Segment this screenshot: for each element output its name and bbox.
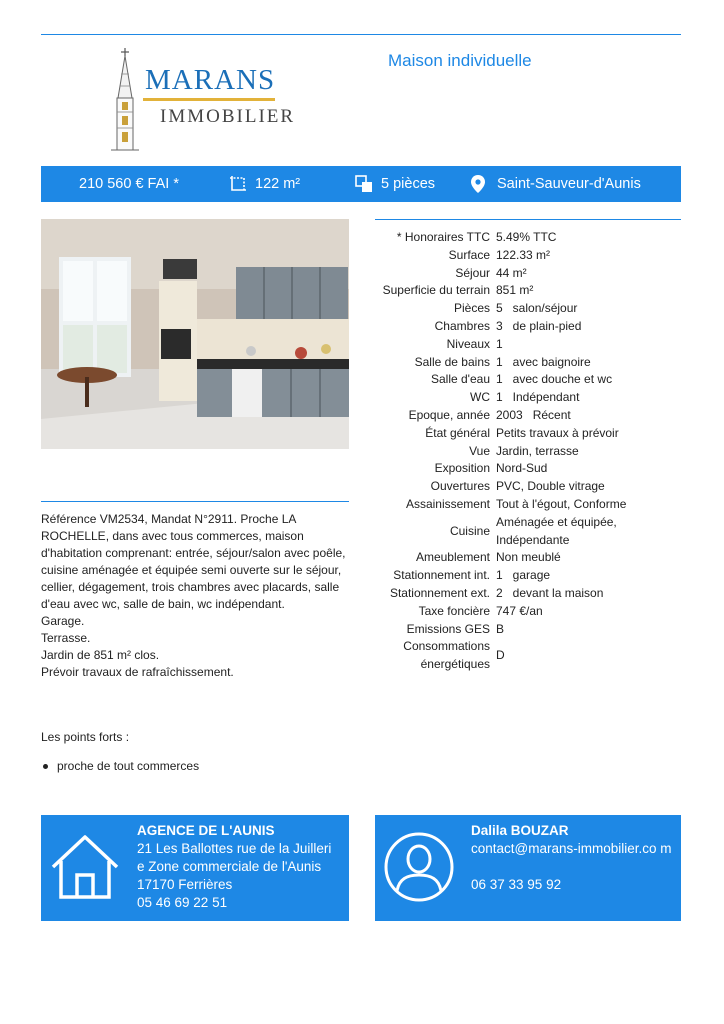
top-divider — [41, 34, 681, 35]
strong-point-item: proche de tout commerces — [41, 759, 199, 773]
property-type-title: Maison individuelle — [388, 51, 532, 70]
spec-row — [375, 300, 681, 318]
spec-value: 44 m² — [496, 265, 527, 280]
spec-value: B — [496, 621, 505, 636]
spec-row — [375, 478, 681, 496]
agency-name: AGENCE DE L'AUNIS — [137, 823, 275, 838]
spec-row — [375, 567, 681, 585]
spec-label: Niveaux — [446, 336, 490, 351]
spec-label: Consommations énergétiques — [403, 639, 490, 672]
spec-row — [375, 425, 681, 443]
spec-label: Salle de bains — [414, 354, 490, 369]
specs-divider — [375, 219, 681, 220]
spec-value: Tout à l'égout, Conforme — [496, 496, 627, 511]
agency-logo — [105, 46, 296, 156]
spec-label: WC — [470, 390, 490, 405]
spec-row — [375, 603, 681, 621]
description-divider — [41, 501, 349, 502]
specs-table — [375, 229, 681, 674]
rooms-text: 5 pièces — [381, 176, 436, 192]
spec-row — [375, 549, 681, 567]
spec-label: * Honoraires TTC — [396, 230, 490, 244]
spec-label: Epoque, année — [408, 407, 490, 422]
spec-label: Cuisine — [449, 523, 490, 538]
spec-label: Vue — [469, 443, 490, 458]
rooms-icon — [355, 175, 373, 193]
spec-row — [375, 229, 681, 247]
spec-row — [375, 585, 681, 603]
spec-value: 1 — [496, 336, 503, 351]
strong-points-title: Les points forts : — [41, 730, 130, 744]
spec-row — [375, 318, 681, 336]
spec-value: Non meublé — [496, 550, 561, 565]
spec-value: PVC, Double vitrage — [496, 479, 605, 494]
spec-label: État général — [425, 425, 490, 440]
spec-value: D — [496, 648, 505, 663]
map-pin-icon — [471, 175, 485, 193]
city-text: Saint-Sauveur-d'Aunis — [497, 176, 641, 192]
agency-city: 17170 Ferrières — [137, 877, 233, 892]
agency-phone[interactable]: 05 46 69 22 51 — [137, 895, 228, 910]
spec-value: 5 salon/séjour — [496, 301, 578, 316]
spec-label: Exposition — [434, 461, 490, 476]
price-text: 210 560 € FAI * — [79, 176, 179, 192]
agent-spacer — [471, 858, 676, 876]
spec-value: 5.49% TTC — [496, 230, 557, 244]
summary-bar — [41, 166, 681, 202]
rooms — [355, 166, 435, 202]
spec-row — [375, 336, 681, 354]
spec-value: 2 devant la maison — [496, 585, 604, 600]
spec-row — [375, 496, 681, 514]
spec-label: Stationnement ext. — [389, 585, 490, 600]
spec-label: Assainissement — [405, 496, 490, 511]
spec-row — [375, 371, 681, 389]
spec-label: Taxe foncière — [418, 603, 490, 618]
spec-row — [375, 407, 681, 425]
strong-points-list — [41, 759, 199, 773]
spec-row — [375, 247, 681, 265]
user-avatar-icon — [383, 831, 455, 908]
spec-row — [375, 638, 681, 674]
spec-value: 122.33 m² — [496, 247, 551, 262]
spec-row — [375, 282, 681, 300]
spec-label: Superficie du terrain — [382, 283, 490, 298]
spec-value: 1 garage — [496, 568, 551, 583]
spec-row — [375, 621, 681, 639]
logo-brand-sub: IMMOBILIER — [160, 106, 296, 127]
property-photo — [41, 219, 349, 449]
agent-phone[interactable]: 06 37 33 95 92 — [471, 877, 562, 892]
spec-label: Ouvertures — [430, 479, 490, 494]
spec-label: Ameublement — [415, 550, 490, 565]
spec-value: 1 avec baignoire — [496, 354, 591, 369]
church-tower-icon — [105, 46, 145, 156]
description-line: Référence VM2534, Mandat N°2911. Proche LA ROCHELLE, dans avec tous commerces, maison d'habitation comprenant: entrée, séjour/salon avec poêle, cuisine aménagée et équipée semi ouverte sur le séjour, cellier, dégagement, trois chambres avec placards, salle d'eau avec wc, salle de bain, wc indépendant. — [41, 512, 346, 611]
spec-value: 3 de plain-pied — [496, 318, 582, 333]
spec-row — [375, 265, 681, 283]
home-icon — [49, 831, 121, 908]
agent-name: Dalila BOUZAR — [471, 823, 569, 838]
agency-card — [41, 815, 349, 921]
logo-brand-main: MARANS — [145, 64, 276, 96]
spec-label: Chambres — [434, 318, 490, 333]
spec-row — [375, 354, 681, 372]
spec-label: Pièces — [453, 301, 490, 316]
description-line: Prévoir travaux de rafraîchissement. — [41, 665, 234, 679]
location — [471, 166, 641, 202]
spec-label: Salle d'eau — [430, 372, 490, 387]
spec-label: Stationnement int. — [393, 568, 490, 583]
spec-value: Aménagée et équipée, Indépendante — [496, 514, 621, 547]
price — [79, 166, 179, 202]
spec-value: 1 avec douche et wc — [496, 372, 613, 387]
description-line: Garage. — [41, 614, 85, 628]
spec-value: Jardin, terrasse — [496, 443, 579, 458]
spec-value: 851 m² — [496, 283, 534, 298]
area-icon — [229, 175, 247, 193]
spec-row — [375, 460, 681, 478]
spec-label: Emissions GES — [406, 621, 490, 636]
area — [229, 166, 300, 202]
spec-value: Nord-Sud — [496, 461, 548, 476]
description-line: Terrasse. — [41, 631, 91, 645]
area-text: 122 m² — [255, 176, 301, 192]
spec-row — [375, 389, 681, 407]
agent-card — [375, 815, 681, 921]
spec-row — [375, 443, 681, 461]
description-line: Jardin de 851 m² clos. — [41, 648, 160, 662]
spec-label: Séjour — [455, 265, 490, 280]
spec-value: 2003 Récent — [496, 407, 571, 422]
spec-row — [375, 514, 681, 550]
spec-value: Petits travaux à prévoir — [496, 425, 619, 440]
spec-value: 747 €/an — [496, 603, 543, 618]
agent-email[interactable]: contact@marans-immobilier.co m — [471, 841, 672, 856]
logo-gold-bar — [143, 98, 275, 101]
spec-label: Surface — [448, 247, 490, 262]
agency-address: 21 Les Ballottes rue de la Juilleri e Zone commerciale de l'Aunis — [137, 841, 332, 874]
description — [41, 511, 351, 681]
spec-value: 1 Indépendant — [496, 390, 580, 405]
